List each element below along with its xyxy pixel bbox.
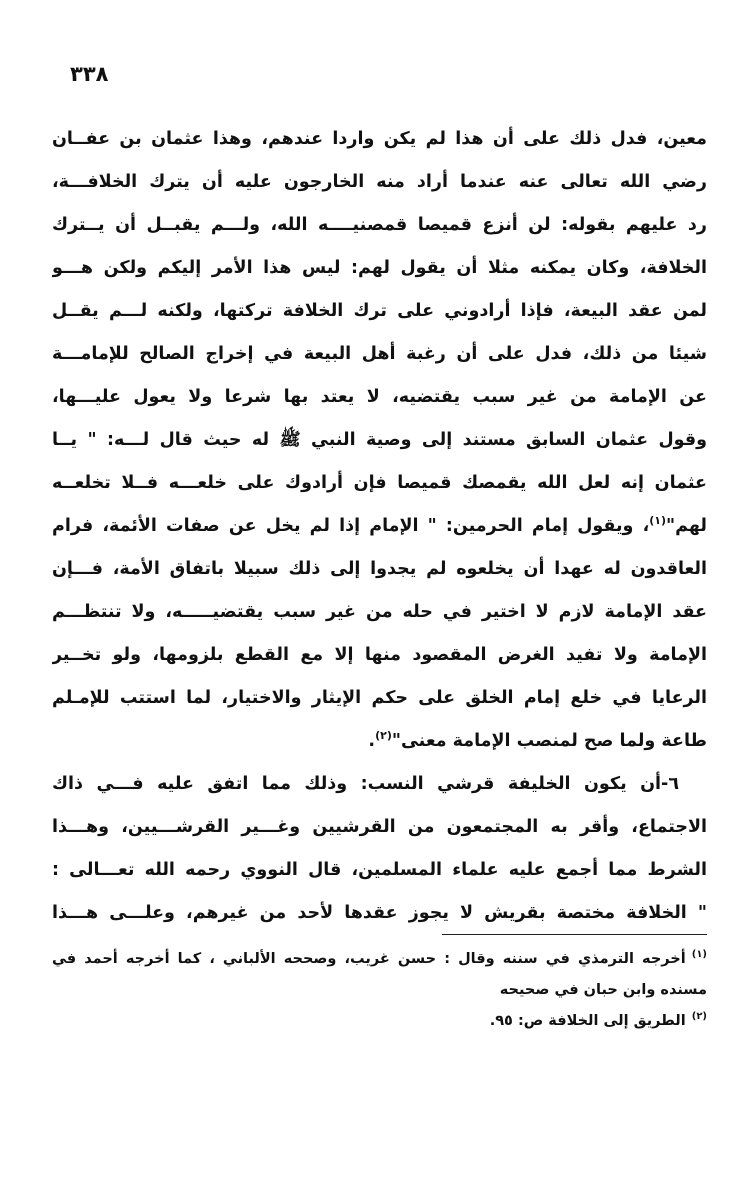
text-line-content: معين، فدل ذلك على أن هذا لم يكن واردا عندهم، وهذا عثمان بن عفــان	[52, 129, 707, 149]
text-line	[52, 247, 707, 290]
text-line-content: العاقدون له عهدا أن يخلعوه لم يجدوا إلى ذلك سبيلا باتفاق الأمة، فـــإن	[52, 559, 707, 579]
text-line	[52, 634, 707, 677]
text-line	[52, 806, 707, 849]
text-line	[52, 376, 707, 419]
footnote-marker: (١)	[691, 949, 707, 961]
text-line	[52, 720, 707, 763]
footnote-marker: (٢)	[691, 1011, 707, 1023]
text-line	[52, 161, 707, 204]
text-line	[52, 591, 707, 634]
text-line-content: ٦-أن يكون الخليفة قرشي النسب: وذلك مما اتفق عليه فـــي ذاك	[52, 774, 679, 794]
text-line-continuation: .	[368, 731, 376, 751]
text-line-content: عن الإمامة من غير سبب يقتضيه، لا يعتد بها شرعا ولا يعول عليـــها،	[52, 387, 707, 407]
text-line-content: رضي الله تعالى عنه عندما أراد منه الخارجون عليه أن يترك الخلافـــة،	[52, 172, 707, 192]
page-number: ٣٣٨	[70, 62, 109, 86]
text-line-continuation: ، ويقول إمام الحرمين: " الإمام إذا لم يخل عن صفات الأئمة، فرام	[52, 516, 650, 536]
text-line-content: الإمامة ولا تفيد الغرض المقصود منها إلا مع القطع بلزومها، ولو تخــير	[52, 645, 707, 665]
footnote-line	[52, 944, 707, 975]
footnote-reference: (٢)	[375, 729, 392, 743]
text-line	[52, 849, 707, 892]
footnote-reference: (١)	[649, 514, 667, 528]
text-line	[52, 505, 707, 548]
text-line-content: شيئا من ذلك، فدل على أن رغبة أهل البيعة في إخراج الصالح للإمامـــة	[52, 344, 707, 364]
footnote-line	[52, 975, 707, 1006]
text-line-content: " الخلافة مختصة بقريش لا يجوز عقدها لأحد من غيرهم، وعلـــى هـــذا	[52, 903, 707, 923]
text-line	[52, 462, 707, 505]
text-line	[52, 763, 707, 806]
text-line-content: وقول عثمان السابق مستند إلى وصية النبي ﷺ له حيث قال لـــه: " يــا	[52, 430, 707, 450]
footnote-line	[52, 1006, 707, 1037]
footnote-divider	[442, 934, 707, 935]
text-line-content: الاجتماع، وأقر به المجتمعون من القرشيين وغـــير القرشـــيين، وهـــذا	[52, 817, 707, 837]
footnotes	[52, 944, 707, 1037]
text-line-content: عثمان إنه لعل الله يقمصك قميصا فإن أرادوك على خلعـــه فــلا تخلعــه	[52, 473, 707, 493]
text-line	[52, 290, 707, 333]
body-text	[52, 118, 707, 935]
text-line-content: الخلافة، وكان يمكنه مثلا أن يقول لهم: ليس هذا الأمر إليكم ولكن هـــو	[52, 258, 707, 278]
text-line-content: لمن عقد البيعة، فإذا أرادوني على ترك الخلافة تركتها، ولكنه لـــم يقــل	[52, 301, 707, 321]
text-line-content: لهم"	[666, 516, 707, 536]
text-line	[52, 118, 707, 161]
text-line	[52, 419, 707, 462]
footnote-text: الطريق إلى الخلافة ص: ٩٥.	[489, 1013, 686, 1029]
text-line	[52, 892, 707, 935]
footnote-text: مسنده وابن حبان في صحيحه	[499, 982, 707, 998]
text-line	[52, 677, 707, 720]
text-line-content: رد عليهم بقوله: لن أنزع قميصا قمصنيــــه الله، ولـــم يقبــل أن يــترك	[52, 215, 707, 235]
text-line-content: عقد الإمامة لازم لا اختير في حله من غير سبب يقتضيـــــه، ولا تنتظـــم	[52, 602, 707, 622]
text-line-content: الشرط مما أجمع عليه علماء المسلمين، قال النووي رحمه الله تعـــالى :	[52, 860, 707, 880]
text-line	[52, 333, 707, 376]
footnote-text: أخرجه الترمذي في سننه وقال : حسن غريب، وصححه الألباني ، كما أخرجه أحمد في	[52, 951, 686, 967]
text-line	[52, 204, 707, 247]
text-line-content: الرعايا في خلع إمام الخلق على حكم الإيثار والاختيار، لما استتب للإمـلم	[52, 688, 707, 708]
text-line-content: طاعة ولما صح لمنصب الإمامة معنى"	[391, 731, 707, 751]
text-line	[52, 548, 707, 591]
